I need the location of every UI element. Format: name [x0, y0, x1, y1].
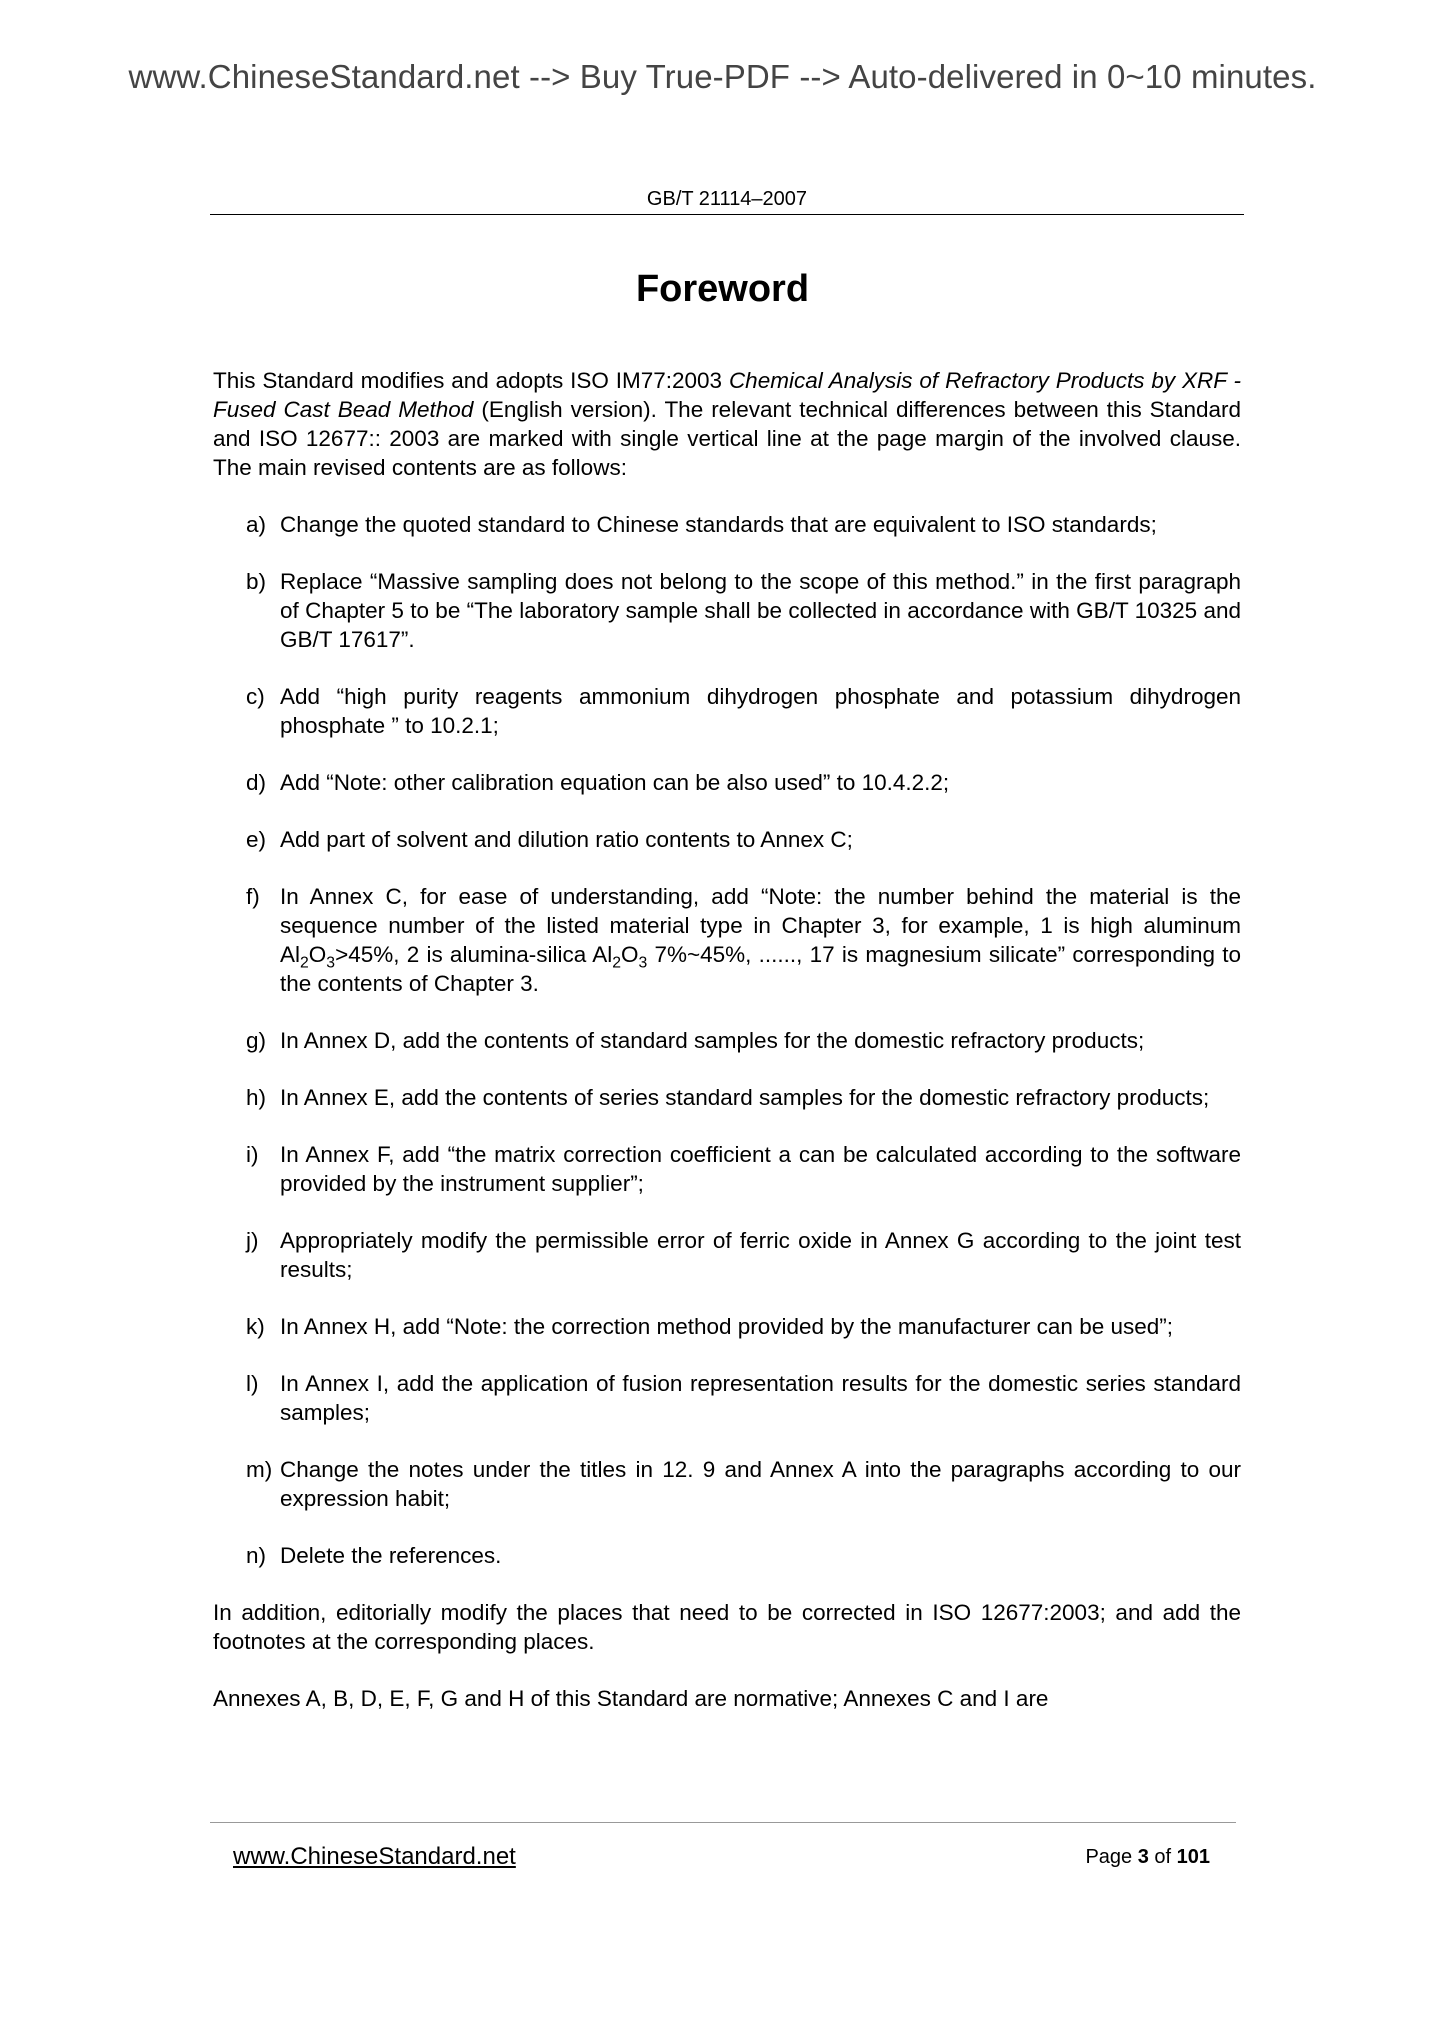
item-text: Add “Note: other calibration equation can be also used” to 10.4.2.2;	[280, 770, 950, 795]
item-text: In Annex I, add the application of fusion representation results for the domestic series standard samples;	[280, 1371, 1241, 1425]
item-text: In Annex H, add “Note: the correction method provided by the manufacturer can be used”;	[280, 1314, 1174, 1339]
item-marker: f)	[246, 884, 260, 909]
list-item	[213, 825, 1241, 854]
item-marker: j)	[246, 1228, 259, 1253]
item-marker: a)	[246, 512, 267, 537]
item-marker: c)	[246, 684, 265, 709]
list-item	[213, 1541, 1241, 1570]
top-banner-link[interactable]: www.ChineseStandard.net --> Buy True-PDF --> Auto-delivered in 0~10 minutes.	[128, 58, 1317, 95]
header-divider	[210, 214, 1244, 215]
page-of: of	[1148, 1846, 1177, 1868]
revision-list	[213, 510, 1241, 1570]
list-item	[213, 1026, 1241, 1055]
item-marker: d)	[246, 770, 267, 795]
document-number-header: GB/T 21114–2007	[646, 188, 808, 210]
item-marker: n)	[246, 1543, 267, 1568]
page-title: Foreword	[635, 268, 810, 310]
list-item	[213, 567, 1241, 654]
item-text: Replace “Massive sampling does not belong to the scope of this method.” in the first paragraph of Chapter 5 to be “The laboratory sample shall be collected in accordance with GB/T 10325 and GB/T 17617”.	[280, 569, 1241, 652]
item-text: Add part of solvent and dilution ratio contents to Annex C;	[280, 827, 853, 852]
list-item	[213, 1369, 1241, 1427]
list-item	[213, 510, 1241, 539]
item-marker: b)	[246, 569, 267, 594]
item-text: Delete the references.	[280, 1543, 502, 1568]
annexes-paragraph: Annexes A, B, D, E, F, G and H of this Standard are normative; Annexes C and I are	[213, 1686, 1049, 1711]
item-marker: e)	[246, 827, 267, 852]
page-current: 3	[1137, 1846, 1149, 1868]
item-text: In Annex E, add the contents of series standard samples for the domestic refractory products;	[280, 1085, 1210, 1110]
intro-text-1: This Standard modifies and adopts ISO IM77:2003	[213, 368, 729, 393]
footer-divider	[210, 1822, 1236, 1823]
item-text: Appropriately modify the permissible error of ferric oxide in Annex G according to the joint test results;	[280, 1228, 1241, 1282]
item-text: In Annex F, add “the matrix correction coefficient a can be calculated according to the software provided by the instrument supplier”;	[280, 1142, 1241, 1196]
addition-paragraph: In addition, editorially modify the places that need to be corrected in ISO 12677:2003; and add the footnotes at the corresponding places.	[213, 1600, 1241, 1654]
item-text: In Annex D, add the contents of standard samples for the domestic refractory products;	[280, 1028, 1145, 1053]
page-number	[1030, 1846, 1210, 1869]
footer-site-link[interactable]: www.ChineseStandard.net	[233, 1843, 516, 1870]
intro-standard-title: Chemical Analysis of Refractory Products by XRF - Fused Cast Bead Method	[213, 368, 1241, 422]
foreword-body	[213, 366, 1241, 1713]
list-item	[213, 1226, 1241, 1284]
list-item	[213, 882, 1241, 998]
page-total: 101	[1176, 1846, 1210, 1868]
item-marker: l)	[246, 1371, 259, 1396]
item-marker: g)	[246, 1028, 267, 1053]
item-text: In Annex C, for ease of understanding, add “Note: the number behind the material is the sequence number of the listed material type in Chapter 3, for example, 1 is high aluminum $Al_2O_3>45\%$, 2 is alumina-silica $Al_2O_3$ 7%~45%, ......, 17 is magnesium silicate” corresponding to the contents of Chapter 3.	[280, 884, 1241, 996]
intro-text-2: (English version). The relevant technical differences between this Standard and ISO 12677:: 2003 are marked with single vertical line at the page margin of the involved clause. The main revised contents are as follows:	[213, 397, 1241, 480]
list-item	[213, 1455, 1241, 1513]
item-marker: i)	[246, 1142, 259, 1167]
item-text: Change the notes under the titles in 12. 9 and Annex A into the paragraphs according to our expression habit;	[280, 1457, 1241, 1511]
list-item	[213, 1312, 1241, 1341]
list-item	[213, 1083, 1241, 1112]
item-text: Add “high purity reagents ammonium dihydrogen phosphate and potassium dihydrogen phosphate ” to 10.2.1;	[280, 684, 1241, 738]
item-marker: m)	[246, 1457, 273, 1482]
list-item	[213, 682, 1241, 740]
list-item	[213, 1140, 1241, 1198]
list-item	[213, 768, 1241, 797]
item-text: Change the quoted standard to Chinese standards that are equivalent to ISO standards;	[280, 512, 1157, 537]
page-prefix: Page	[1085, 1846, 1138, 1868]
item-marker: h)	[246, 1085, 267, 1110]
item-marker: k)	[246, 1314, 265, 1339]
intro-paragraph	[213, 366, 1241, 482]
